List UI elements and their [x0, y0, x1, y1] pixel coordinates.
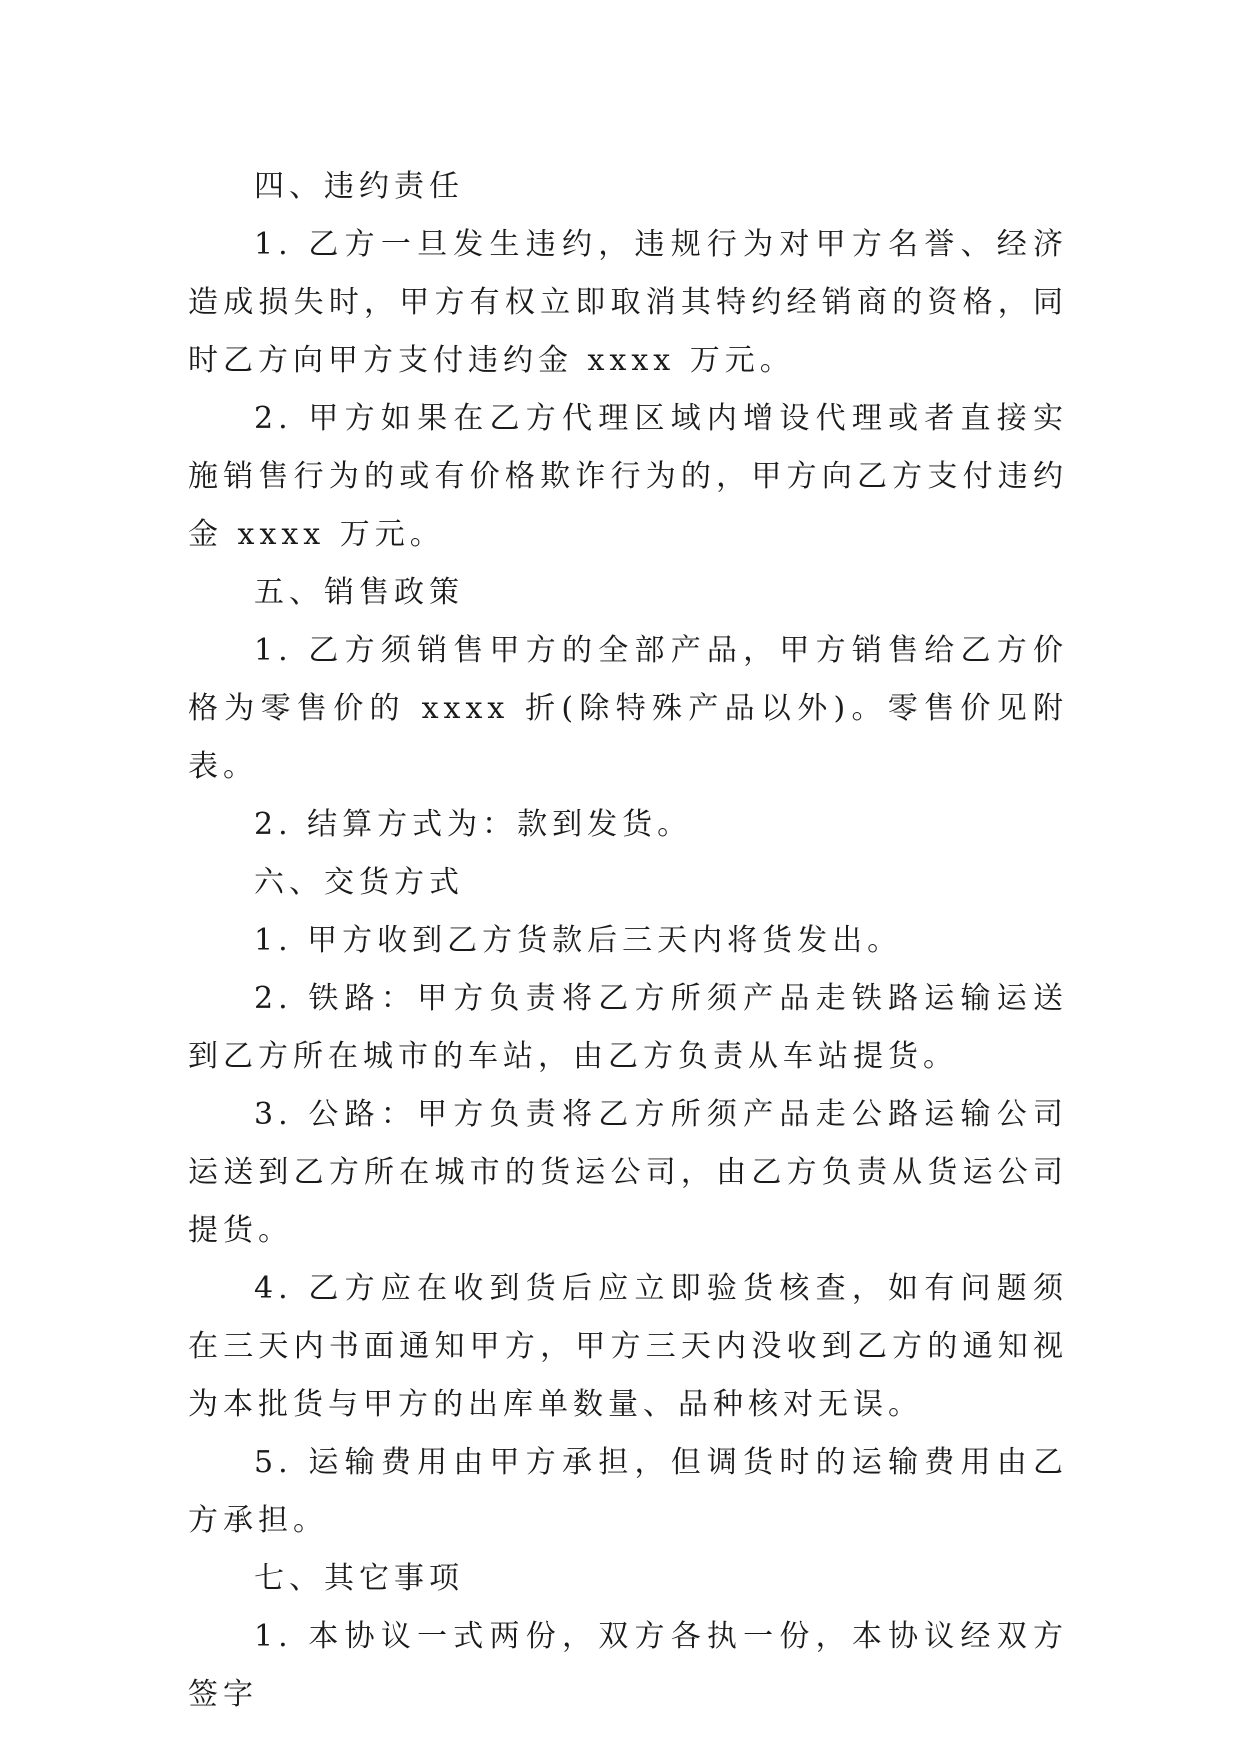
section-heading-other-matters: 七、其它事项 [254, 1561, 464, 1596]
clause-paragraph: 1. 乙方须销售甲方的全部产品，甲方销售给乙方价格为零售价的 xxxx 折(除特殊产品以外)。零售价见附表。 [188, 633, 1068, 784]
clause-paragraph: 2. 铁路：甲方负责将乙方所须产品走铁路运输运送到乙方所在城市的车站，由乙方负责从车站提货。 [188, 981, 1068, 1074]
clause-paragraph: 2. 结算方式为：款到发货。 [254, 807, 693, 842]
document-body [188, 158, 1068, 1724]
clause-paragraph: 3. 公路：甲方负责将乙方所须产品走公路运输公司运送到乙方所在城市的货运公司，由乙方负责从货运公司提货。 [188, 1097, 1068, 1248]
clause-paragraph: 1. 甲方收到乙方货款后三天内将货发出。 [254, 923, 903, 958]
section-heading-breach-liability: 四、违约责任 [254, 169, 464, 204]
clause-paragraph: 5. 运输费用由甲方承担，但调货时的运输费用由乙方承担。 [188, 1445, 1068, 1538]
clause-paragraph: 2. 甲方如果在乙方代理区域内增设代理或者直接实施销售行为的或有价格欺诈行为的，甲方向乙方支付违约金 xxxx 万元。 [188, 401, 1068, 552]
clause-paragraph: 4. 乙方应在收到货后应立即验货核查，如有问题须在三天内书面通知甲方，甲方三天内没收到乙方的通知视为本批货与甲方的出库单数量、品种核对无误。 [188, 1271, 1068, 1422]
section-heading-sales-policy: 五、销售政策 [254, 575, 464, 610]
clause-paragraph: 1. 本协议一式两份，双方各执一份，本协议经双方签字 [188, 1619, 1068, 1712]
clause-paragraph: 1. 乙方一旦发生违约，违规行为对甲方名誉、经济造成损失时，甲方有权立即取消其特约经销商的资格，同时乙方向甲方支付违约金 xxxx 万元。 [188, 227, 1068, 378]
section-heading-delivery-method: 六、交货方式 [254, 865, 464, 900]
